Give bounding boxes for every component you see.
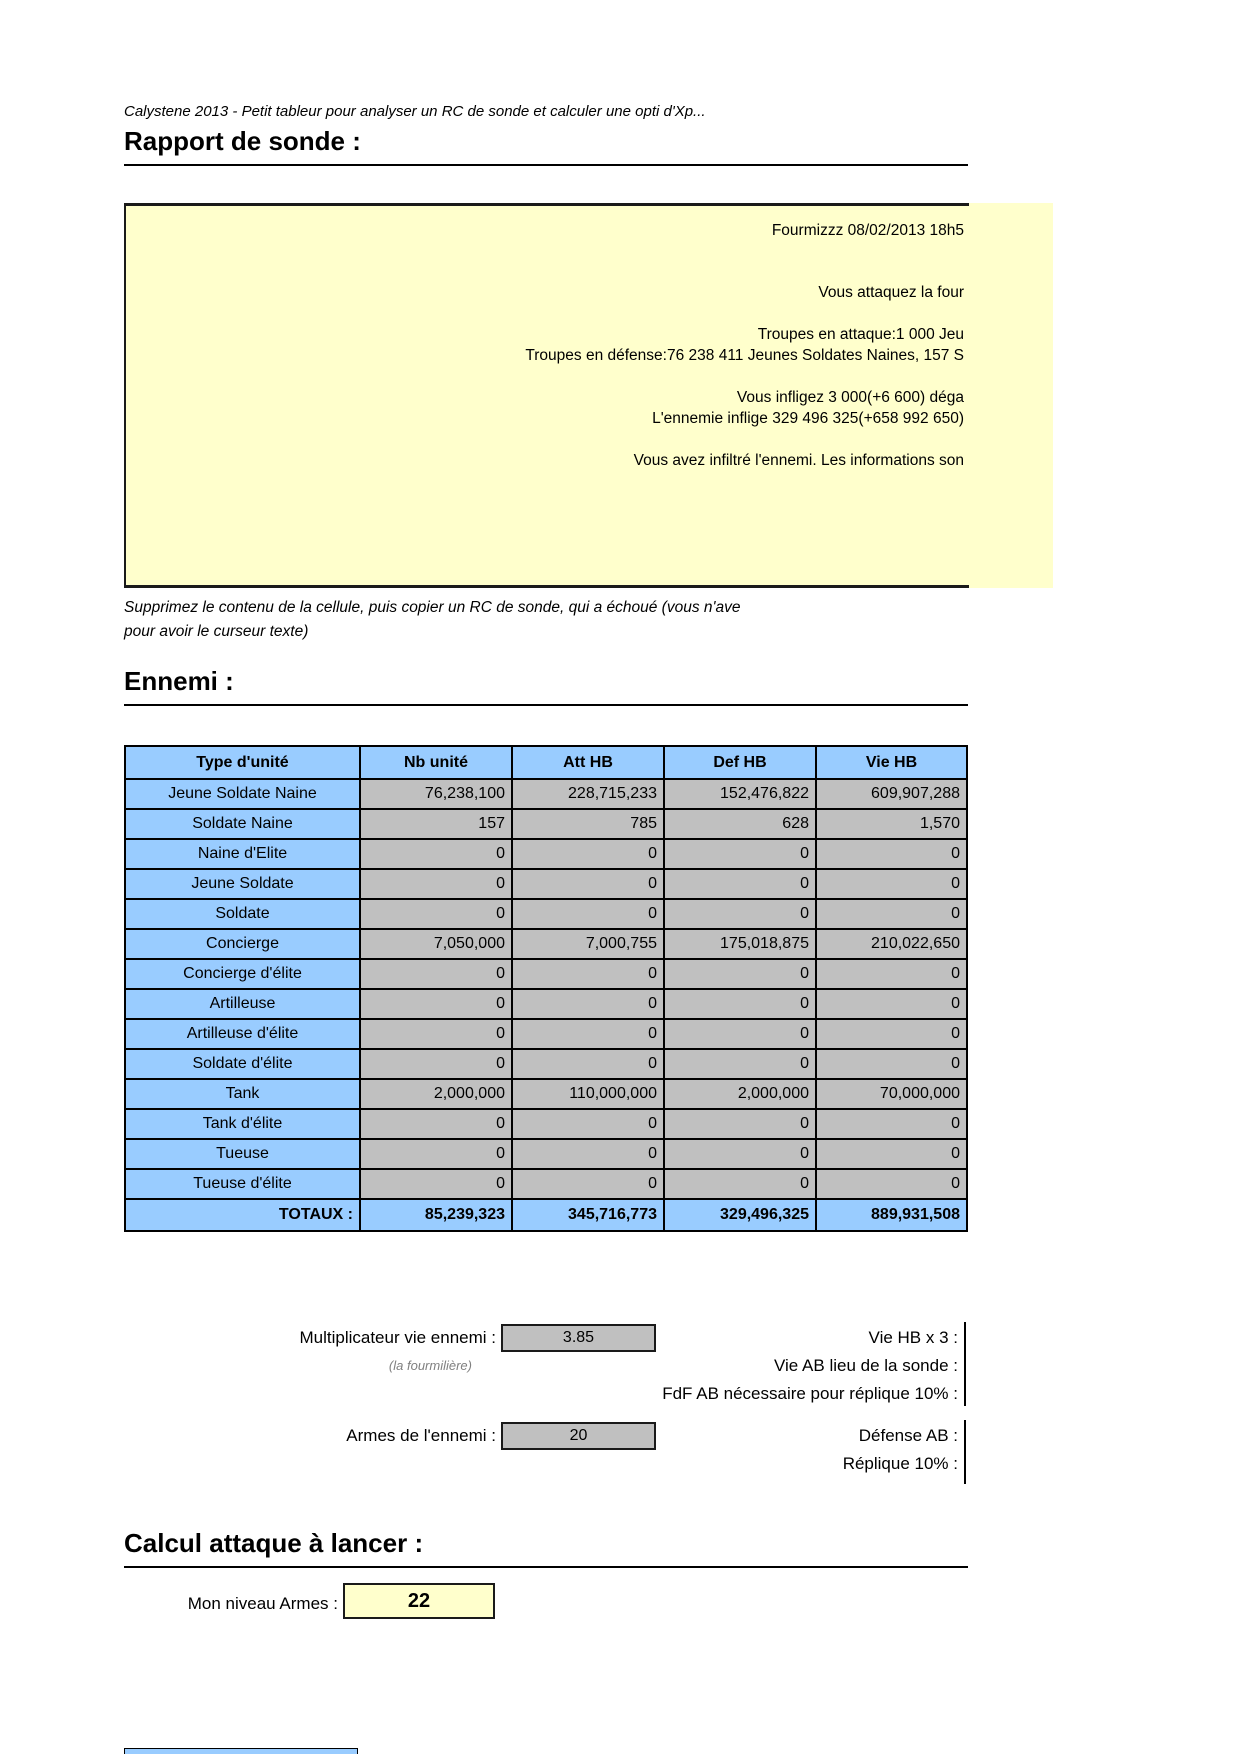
unit-vie-cell: 0 <box>816 1139 967 1169</box>
unit-vie-cell: 70,000,000 <box>816 1079 967 1109</box>
unit-def-cell: 0 <box>664 989 816 1019</box>
unit-nb-cell: 157 <box>360 809 512 839</box>
unit-nb-cell: 0 <box>360 1049 512 1079</box>
unit-att-cell: 0 <box>512 959 664 989</box>
unit-name-cell: Tueuse <box>125 1139 360 1169</box>
hint-line-1: Supprimez le contenu de la cellule, puis copier un RC de sonde, qui a échoué (vous n'ave <box>124 599 741 616</box>
section-title-ennemi: Ennemi : <box>124 666 968 706</box>
unit-name-cell: Naine d'Elite <box>125 839 360 869</box>
defense-ab-label: Défense AB : <box>858 1426 958 1445</box>
unit-att-cell: 0 <box>512 1109 664 1139</box>
unit-row <box>125 1139 967 1169</box>
unit-name-cell: Tank <box>125 1079 360 1109</box>
unit-att-cell: 228,715,233 <box>512 779 664 809</box>
unit-def-cell: 0 <box>664 1139 816 1169</box>
unit-row <box>125 869 967 899</box>
unit-row <box>125 959 967 989</box>
unit-vie-cell: 0 <box>816 899 967 929</box>
unit-def-cell: 0 <box>664 1109 816 1139</box>
unit-att-cell: 0 <box>512 1019 664 1049</box>
unit-def-cell: 0 <box>664 1049 816 1079</box>
totals-label-cell: TOTAUX : <box>125 1199 360 1231</box>
unit-def-cell: 0 <box>664 1169 816 1199</box>
unit-vie-cell: 0 <box>816 959 967 989</box>
unit-vie-cell: 0 <box>816 869 967 899</box>
unit-def-cell: 175,018,875 <box>664 929 816 959</box>
unit-att-cell: 0 <box>512 869 664 899</box>
section-title-calcul: Calcul attaque à lancer : <box>124 1528 968 1568</box>
unit-vie-cell: 0 <box>816 1109 967 1139</box>
enemy-table-column-header: Vie HB <box>816 746 967 779</box>
unit-row <box>125 1079 967 1109</box>
unit-row <box>125 1049 967 1079</box>
unit-att-cell: 0 <box>512 1049 664 1079</box>
unit-nb-cell: 2,000,000 <box>360 1079 512 1109</box>
enemy-table-header-row <box>125 746 967 779</box>
unit-att-cell: 0 <box>512 1139 664 1169</box>
enemy-weapons-input-cell[interactable]: 20 <box>501 1422 656 1450</box>
multiplier-note: (la fourmilière) <box>388 1358 472 1373</box>
unit-row <box>125 1019 967 1049</box>
hint-line-2: pour avoir le curseur texte) <box>124 623 309 640</box>
unit-def-cell: 0 <box>664 899 816 929</box>
unit-row <box>125 1169 967 1199</box>
next-table-header-fragment <box>124 1748 358 1754</box>
unit-row <box>125 809 967 839</box>
unit-vie-cell: 210,022,650 <box>816 929 967 959</box>
unit-att-cell: 0 <box>512 989 664 1019</box>
totals-att-cell: 345,716,773 <box>512 1199 664 1231</box>
unit-name-cell: Concierge d'élite <box>125 959 360 989</box>
unit-name-cell: Artilleuse d'élite <box>125 1019 360 1049</box>
unit-att-cell: 7,000,755 <box>512 929 664 959</box>
unit-name-cell: Soldate d'élite <box>125 1049 360 1079</box>
unit-vie-cell: 0 <box>816 1049 967 1079</box>
unit-def-cell: 0 <box>664 869 816 899</box>
enemy-weapons-label: Armes de l'ennemi : <box>346 1426 496 1445</box>
unit-vie-cell: 0 <box>816 1169 967 1199</box>
unit-vie-cell: 1,570 <box>816 809 967 839</box>
unit-nb-cell: 76,238,100 <box>360 779 512 809</box>
totals-row <box>125 1199 967 1231</box>
unit-row <box>125 839 967 869</box>
unit-def-cell: 152,476,822 <box>664 779 816 809</box>
my-weapons-level-label: Mon niveau Armes : <box>187 1594 338 1613</box>
unit-att-cell: 785 <box>512 809 664 839</box>
section-title-rapport: Rapport de sonde : <box>124 126 968 166</box>
unit-att-cell: 0 <box>512 1169 664 1199</box>
unit-def-cell: 0 <box>664 839 816 869</box>
cutoff-cell-border-2 <box>964 1420 966 1484</box>
vie-ab-sonde-label: Vie AB lieu de la sonde : <box>774 1356 958 1375</box>
unit-nb-cell: 0 <box>360 1109 512 1139</box>
unit-nb-cell: 0 <box>360 869 512 899</box>
unit-name-cell: Soldate Naine <box>125 809 360 839</box>
unit-vie-cell: 609,907,288 <box>816 779 967 809</box>
unit-name-cell: Jeune Soldate Naine <box>125 779 360 809</box>
unit-name-cell: Jeune Soldate <box>125 869 360 899</box>
report-line: Troupes en attaque:1 000 Jeu <box>757 326 964 343</box>
unit-nb-cell: 0 <box>360 899 512 929</box>
unit-nb-cell: 0 <box>360 1139 512 1169</box>
report-line: Vous avez infiltré l'ennemi. Les informations son <box>633 452 964 469</box>
unit-name-cell: Tank d'élite <box>125 1109 360 1139</box>
unit-vie-cell: 0 <box>816 989 967 1019</box>
unit-row <box>125 899 967 929</box>
totals-vie-cell: 889,931,508 <box>816 1199 967 1231</box>
unit-row <box>125 929 967 959</box>
unit-nb-cell: 0 <box>360 1169 512 1199</box>
report-line: Vous attaquez la four <box>818 284 964 301</box>
unit-name-cell: Concierge <box>125 929 360 959</box>
my-weapons-level-input-cell[interactable]: 22 <box>343 1583 495 1619</box>
enemy-table-column-header: Def HB <box>664 746 816 779</box>
unit-row <box>125 1109 967 1139</box>
unit-name-cell: Tueuse d'élite <box>125 1169 360 1199</box>
unit-row <box>125 989 967 1019</box>
report-text <box>126 203 966 585</box>
report-line: Troupes en défense:76 238 411 Jeunes Soldates Naines, 157 S <box>525 347 964 364</box>
vie-hb-x3-label: Vie HB x 3 : <box>868 1328 958 1347</box>
enemy-table <box>124 745 968 1232</box>
multiplier-label: Multiplicateur vie ennemi : <box>299 1328 496 1347</box>
unit-vie-cell: 0 <box>816 839 967 869</box>
report-line: L'ennemie inflige 329 496 325(+658 992 650) <box>652 410 964 427</box>
report-line: Vous infligez 3 000(+6 600) déga <box>736 389 964 406</box>
unit-nb-cell: 0 <box>360 839 512 869</box>
totals-nb-cell: 85,239,323 <box>360 1199 512 1231</box>
unit-name-cell: Soldate <box>125 899 360 929</box>
unit-def-cell: 2,000,000 <box>664 1079 816 1109</box>
report-line: Fourmizzz 08/02/2013 18h5 <box>771 222 964 239</box>
enemy-table-column-header: Type d'unité <box>125 746 360 779</box>
unit-nb-cell: 7,050,000 <box>360 929 512 959</box>
enemy-table-column-header: Att HB <box>512 746 664 779</box>
replique-10-label: Réplique 10% : <box>842 1454 958 1473</box>
unit-nb-cell: 0 <box>360 1019 512 1049</box>
unit-def-cell: 0 <box>664 1019 816 1049</box>
multiplier-input-cell[interactable]: 3.85 <box>501 1324 656 1352</box>
enemy-table-body <box>125 779 967 1231</box>
unit-name-cell: Artilleuse <box>125 989 360 1019</box>
enemy-table-column-header: Nb unité <box>360 746 512 779</box>
unit-def-cell: 0 <box>664 959 816 989</box>
fdf-ab-replique-label: FdF AB nécessaire pour réplique 10% : <box>662 1384 958 1403</box>
totals-def-cell: 329,496,325 <box>664 1199 816 1231</box>
unit-att-cell: 0 <box>512 839 664 869</box>
unit-vie-cell: 0 <box>816 1019 967 1049</box>
unit-nb-cell: 0 <box>360 959 512 989</box>
unit-def-cell: 628 <box>664 809 816 839</box>
unit-nb-cell: 0 <box>360 989 512 1019</box>
cutoff-cell-border-1 <box>964 1322 966 1406</box>
unit-att-cell: 0 <box>512 899 664 929</box>
unit-row <box>125 779 967 809</box>
app-caption: Calystene 2013 - Petit tableur pour analyser un RC de sonde et calculer une opti d'Xp... <box>124 103 706 120</box>
unit-att-cell: 110,000,000 <box>512 1079 664 1109</box>
report-cell-border-bottom <box>124 585 969 588</box>
